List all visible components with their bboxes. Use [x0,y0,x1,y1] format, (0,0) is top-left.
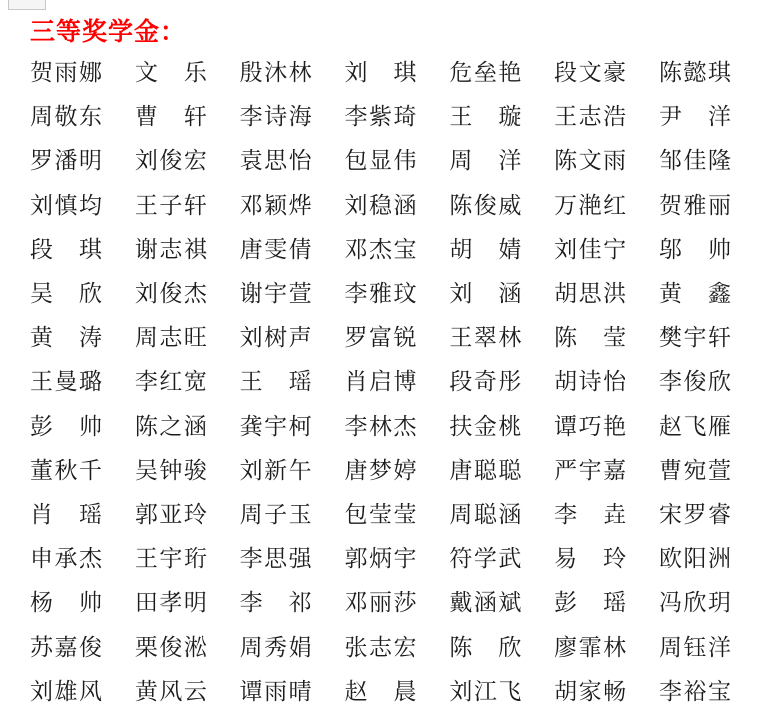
name-cell: 邬 帅 [658,236,731,263]
name-cell: 申承杰 [30,546,102,573]
name-cell: 刘雄风 [30,678,102,705]
name-cell: 陈文雨 [554,148,627,175]
name-cell: 胡思洪 [554,281,627,308]
name-cell: 李 祁 [239,590,312,617]
name-cell: 刘树声 [239,325,312,352]
name-cell: 陈俊威 [449,192,522,219]
roster-row [30,236,731,263]
name-cell: 邓丽莎 [344,590,417,617]
name-cell: 肖启博 [344,369,417,396]
name-cell: 曹 轩 [134,104,207,131]
name-cell: 周秀娟 [239,634,312,661]
name-cell: 赵 晨 [344,678,417,705]
name-cell: 刘 琪 [344,60,417,86]
name-cell: 周敬东 [30,104,102,131]
corner-artifact-box [8,0,46,10]
name-cell: 尹 洋 [658,104,731,131]
name-cell: 邓颖烨 [239,192,312,219]
name-cell: 邹佳隆 [658,148,731,175]
name-cell: 易 玲 [554,546,627,573]
name-cell: 王子轩 [134,192,207,219]
name-cell: 贺雅丽 [658,192,731,219]
name-cell: 殷沐林 [239,60,312,86]
name-cell: 谭巧艳 [554,413,627,440]
roster-row [30,327,731,350]
name-cell: 王志浩 [554,104,627,131]
name-cell: 谢志祺 [134,236,207,263]
name-cell: 王宇珩 [134,546,207,573]
name-cell: 周子玉 [239,502,312,529]
name-cell: 罗富锐 [344,325,417,352]
name-cell: 李雅玟 [344,281,417,308]
name-cell: 杨 帅 [30,590,102,617]
roster-row [30,413,731,440]
name-cell: 刘稳涵 [344,192,417,219]
name-cell: 刘 涵 [449,281,522,308]
name-cell: 李紫琦 [344,104,417,131]
name-cell: 危垒艳 [449,60,522,86]
name-cell: 陈 莹 [554,325,627,352]
name-cell: 刘江飞 [449,678,522,705]
name-cell: 黄风云 [134,678,207,705]
name-cell: 赵飞雁 [658,413,731,440]
name-cell: 周钰洋 [658,634,731,661]
name-cell: 刘新午 [239,457,312,484]
name-cell: 邓杰宝 [344,236,417,263]
name-cell: 唐雯倩 [239,236,312,263]
name-cell: 王曼璐 [30,369,102,396]
roster-row [30,150,731,173]
name-cell: 李裕宝 [658,678,731,705]
name-cell: 黄 涛 [30,325,102,352]
roster-row [30,634,731,661]
name-cell: 彭 瑶 [554,590,627,617]
name-cell: 段奇彤 [449,369,522,396]
name-cell: 郭炳宇 [344,546,417,573]
name-cell: 李林杰 [344,413,417,440]
roster-row [30,283,731,306]
name-cell: 廖霏林 [554,634,627,661]
roster-row [30,192,731,219]
name-cell: 谢宇萱 [239,281,312,308]
name-cell: 刘佳宁 [554,236,627,263]
name-cell: 吴钟骏 [134,457,207,484]
roster-row [30,457,731,484]
name-cell: 袁思怡 [239,148,312,175]
name-cell: 周志旺 [134,325,207,352]
name-cell: 董秋千 [30,457,102,484]
name-cell: 刘俊宏 [134,148,207,175]
name-cell: 樊宇轩 [658,325,731,352]
name-cell: 王 瑶 [239,369,312,396]
name-cell: 贺雨娜 [30,60,102,86]
name-cell: 刘慎均 [30,192,102,219]
name-cell: 陈 欣 [449,634,522,661]
name-cell: 王翠林 [449,325,522,352]
name-cell: 唐梦婷 [344,457,417,484]
name-cell: 周 洋 [449,148,522,175]
name-cell: 刘俊杰 [134,281,207,308]
name-cell: 王 璇 [449,104,522,131]
name-cell: 周聪涵 [449,502,522,529]
name-cell: 唐聪聪 [449,457,522,484]
name-cell: 苏嘉俊 [30,634,102,661]
name-cell: 欧阳洲 [658,546,731,573]
name-cell: 李 垚 [554,502,627,529]
roster-row [30,548,731,571]
name-cell: 符学武 [449,546,522,573]
name-cell: 黄 鑫 [658,281,731,308]
name-cell: 段 琪 [30,236,102,263]
name-cell: 胡 婧 [449,236,522,263]
name-cell: 吴 欣 [30,281,102,308]
name-cell: 严宇嘉 [554,457,627,484]
name-cell: 段文豪 [554,60,627,86]
name-cell: 冯欣玥 [658,590,731,617]
name-cell: 谭雨晴 [239,678,312,705]
name-cell: 胡家畅 [554,678,627,705]
name-cell: 张志宏 [344,634,417,661]
scholarship-name-grid [30,62,731,704]
name-cell: 陈懿琪 [658,60,731,86]
name-cell: 曹宛萱 [658,457,731,484]
name-cell: 李诗海 [239,104,312,131]
roster-row [30,592,731,615]
name-cell: 戴涵斌 [449,590,522,617]
name-cell: 文 乐 [134,60,207,86]
name-cell: 李思强 [239,546,312,573]
roster-row [30,62,731,85]
roster-row [30,106,731,129]
name-cell: 李俊欣 [658,369,731,396]
name-cell: 龚宇柯 [239,413,312,440]
roster-row [30,504,731,527]
name-cell: 肖 瑶 [30,502,102,529]
name-cell: 田孝明 [134,590,207,617]
name-cell: 胡诗怡 [554,369,627,396]
name-cell: 包莹莹 [344,502,417,529]
name-cell: 万滟红 [554,192,627,219]
name-cell: 陈之涵 [134,413,207,440]
roster-row [30,371,731,394]
name-cell: 郭亚玲 [134,502,207,529]
name-cell: 罗潘明 [30,148,102,175]
name-cell: 李红宽 [134,369,207,396]
name-cell: 包显伟 [344,148,417,175]
name-cell: 彭 帅 [30,413,102,440]
roster-row [30,678,731,705]
name-cell: 扶金桃 [449,413,522,440]
name-cell: 宋罗睿 [658,502,731,529]
page-title: 三等奖学金： [30,17,187,46]
name-cell: 栗俊淞 [134,634,207,661]
